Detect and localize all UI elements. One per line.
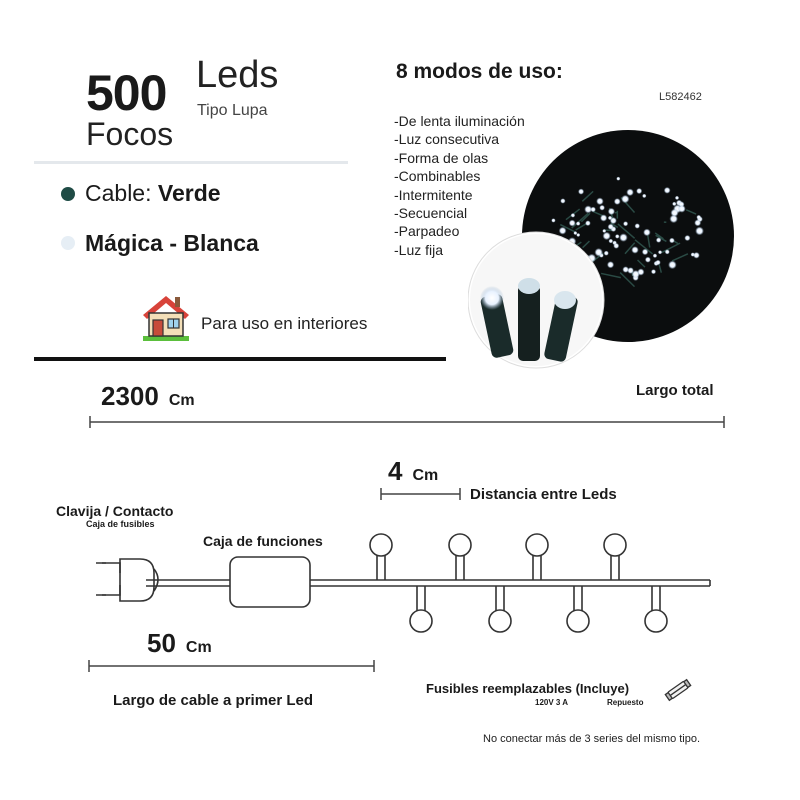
section-divider xyxy=(34,357,446,361)
product-code: L582462 xyxy=(659,91,702,103)
string-diagram xyxy=(80,525,720,645)
plug-label: Clavija / Contacto xyxy=(56,503,174,519)
led-spacing-unit: Cm xyxy=(412,467,439,484)
glowing-led xyxy=(614,198,621,205)
lead-length-label: Largo de cable a primer Led xyxy=(113,692,314,709)
glowing-led xyxy=(642,249,649,256)
lead-length-unit: Cm xyxy=(185,639,212,656)
glowing-led xyxy=(560,198,565,203)
glowing-led xyxy=(596,197,604,205)
safety-note: No conectar más de 3 series del mismo tipo. xyxy=(483,733,701,745)
glowing-led xyxy=(571,213,576,218)
mode-item: -Secuencial xyxy=(394,205,468,222)
glowing-led xyxy=(603,232,611,240)
glowing-led xyxy=(636,188,642,194)
led-bulb-leg xyxy=(652,586,660,611)
glowing-led xyxy=(585,220,591,226)
glowing-led xyxy=(658,250,662,254)
glowing-led xyxy=(694,219,701,226)
cable-spec xyxy=(85,180,221,207)
glowing-led xyxy=(643,229,651,237)
glowing-led xyxy=(668,261,677,270)
glowing-led xyxy=(651,269,656,274)
lead-length xyxy=(147,628,212,659)
fuse-rating: 120V 3 A xyxy=(535,698,569,707)
led-bulb xyxy=(370,534,392,556)
lens-type: Tipo Lupa xyxy=(197,102,268,119)
glowing-led xyxy=(576,221,581,226)
led-bulb xyxy=(567,610,589,632)
cable-color-dot xyxy=(61,187,75,201)
glowing-led xyxy=(653,253,658,258)
led-bulb-leg xyxy=(456,555,464,580)
led-bulb xyxy=(410,610,432,632)
led-spacing-label: Distancia entre Leds xyxy=(470,486,617,503)
light-color: Mágica - Blanca xyxy=(85,230,259,256)
glowing-led xyxy=(635,223,640,228)
cable-color: Verde xyxy=(157,180,221,206)
glowing-led xyxy=(637,268,644,275)
glowing-led xyxy=(573,231,577,235)
glowing-led xyxy=(600,214,607,221)
fuses-label: Fusibles reemplazables (Incluye) xyxy=(426,681,630,696)
fuse-spare: Repuesto xyxy=(607,698,644,707)
glowing-led xyxy=(672,202,676,206)
total-length-unit: Cm xyxy=(168,392,195,409)
glowing-led xyxy=(631,246,638,253)
total-length xyxy=(101,381,195,412)
mode-item: -De lenta iluminación xyxy=(394,113,525,129)
glowing-led xyxy=(615,234,620,239)
led-bulb xyxy=(604,534,626,556)
glowing-led xyxy=(678,205,686,213)
glowing-led xyxy=(619,233,628,242)
glowing-led xyxy=(655,260,660,265)
led-spacing-value: 4 xyxy=(388,456,403,486)
glowing-led xyxy=(578,189,584,195)
mode-item: -Luz consecutiva xyxy=(394,131,500,148)
glowing-led xyxy=(613,243,619,249)
glowing-led xyxy=(664,187,671,194)
led-bulb xyxy=(449,534,471,556)
glowing-led xyxy=(610,217,617,224)
mode-item: -Parpadeo xyxy=(394,223,460,240)
glowing-led xyxy=(623,221,628,226)
fuse-icon xyxy=(664,678,692,702)
led-bulb-leg xyxy=(574,586,582,611)
glowing-led xyxy=(670,209,678,217)
glowing-led xyxy=(626,189,634,197)
led-bulb-leg xyxy=(377,555,385,580)
glowing-led xyxy=(693,252,700,259)
glowing-led xyxy=(695,227,704,236)
led-bulb xyxy=(645,610,667,632)
house-icon xyxy=(141,292,191,342)
glowing-led xyxy=(602,229,606,233)
glowing-led xyxy=(645,257,651,263)
glowing-led xyxy=(621,195,629,203)
mode-item: -Combinables xyxy=(394,168,481,185)
usage-text: Para uso en interiores xyxy=(201,314,368,333)
leds-label: Leds xyxy=(196,54,279,96)
glowing-led xyxy=(559,227,567,235)
glowing-led xyxy=(604,251,609,256)
mode-item: -Forma de olas xyxy=(394,149,489,166)
led-bulb-leg xyxy=(611,555,619,580)
glowing-led xyxy=(599,205,605,211)
mode-item: -Intermitente xyxy=(394,186,473,203)
glowing-led xyxy=(696,215,701,220)
lead-length-line xyxy=(86,658,378,674)
glowing-led xyxy=(569,220,576,227)
glowing-led xyxy=(684,235,690,241)
modes-title: 8 modos de uso: xyxy=(396,60,563,83)
led-string-photo xyxy=(468,130,768,380)
led-bulb-leg xyxy=(533,555,541,580)
control-box-label: Caja de funciones xyxy=(203,533,323,549)
divider xyxy=(34,161,348,164)
glowing-led xyxy=(608,208,615,215)
focos-label: Focos xyxy=(86,116,174,152)
glowing-led xyxy=(665,249,670,254)
glowing-led xyxy=(675,196,679,200)
led-spacing-line xyxy=(378,486,464,502)
led-bulb-leg xyxy=(417,586,425,611)
total-length-value: 2300 xyxy=(101,381,159,411)
glowing-led xyxy=(551,218,555,222)
led-bulb-leg xyxy=(496,586,504,611)
glowing-led xyxy=(607,261,614,268)
glowing-led xyxy=(656,237,661,242)
led-bulb xyxy=(489,610,511,632)
light-color-dot xyxy=(61,236,75,250)
glowing-led xyxy=(590,207,596,213)
led-spacing xyxy=(388,456,438,487)
led-bulb xyxy=(526,534,548,556)
total-length-line xyxy=(88,414,728,430)
glowing-led xyxy=(616,177,620,181)
mode-item: -Luz fija xyxy=(394,241,444,258)
glowing-led xyxy=(622,266,629,273)
cable-label: Cable: xyxy=(85,180,152,206)
fuse-box-label: Caja de fusibles xyxy=(86,519,155,529)
glowing-led xyxy=(594,248,603,257)
glowing-led xyxy=(642,194,646,198)
lead-length-value: 50 xyxy=(147,628,176,658)
led-count: 500 xyxy=(86,65,167,121)
glowing-led xyxy=(608,224,614,230)
total-length-label: Largo total xyxy=(636,382,714,399)
glowing-led xyxy=(669,238,675,244)
